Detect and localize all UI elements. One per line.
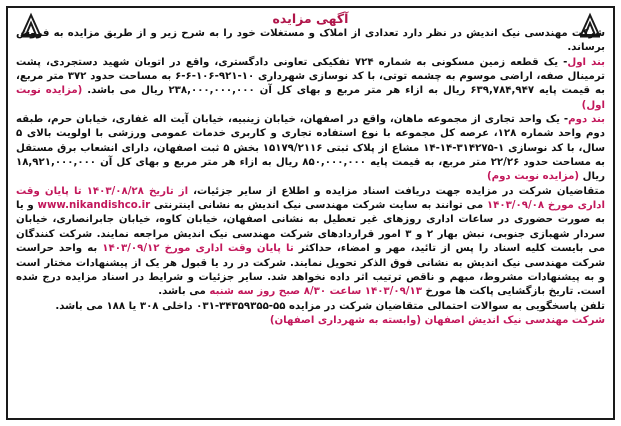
notice-title: آگهی مزایده xyxy=(272,11,349,26)
conditions-paragraph xyxy=(16,185,605,300)
item2-paragraph xyxy=(16,113,605,185)
phone-line: تلفن پاسخگویی به سوالات احتمالی متقاضیان شرکت در مزایده ۵۵-۳۴۳۵۹۳۵۵-۰۳۱ داخلی ۳۰۸ یا ۱۸۸ می باشد. xyxy=(55,300,605,312)
item2-label: بند دوم xyxy=(568,114,605,126)
item2-tag: (مزایده نوبت دوم) xyxy=(486,171,580,183)
signature-paragraph xyxy=(16,314,605,328)
phone-paragraph xyxy=(16,300,605,314)
conditions-text-b: می توانند به سایت شرکت مهندسی نیک اندیش به نشانی اینترنتی xyxy=(153,200,484,212)
item2-text: - یک واحد تجاری از مجموعه ماهان، واقع در اصفهان، خیابان زینبیه، خیابان آیت اله غفاری، خیابان حرم، طبقه دوم واحد شماره ۱۲۸، عرصه کل مجموعه با نوع استفاده تجاری و کاربری خدمات عمومی ورزشی با اولویت بالای ۵ سال، با کد نوسازی ۱-۳۱۴۲۷۵-۱۴-۱۴ مشاع از پلاک ثبتی ۱۵۱۷۹/۲۱۱۶ بخش ۵ ثبت اصفهان، دارای انشعاب برق مستقل به مساحت حدود ۲۲/۲۶ متر مربع، به قیمت پایه ۸۵۰,۰۰۰,۰۰۰ ریال به ازاء هر متر مربع و بهای کل آن ۱۸,۹۲۱,۰۰۰,۰۰۰ ریال xyxy=(16,114,606,183)
item1-paragraph xyxy=(16,56,605,113)
notice-frame xyxy=(6,6,615,420)
intro-paragraph xyxy=(16,27,605,56)
document-period: از تاریخ ۱۴۰۳/۰۸/۲۸ تا پایان وقت اداری مورخ ۱۴۰۳/۰۹/۰۸ xyxy=(16,185,605,212)
item1-text: - یک قطعه زمین مسکونی به شماره ۷۲۴ تفکیکی تعاونی دادگستری، واقع در اتوبان شهید دستجردی، پشت ترمینال صفه، اراضی موسوم به چشمه توتی، با کد نوسازی شهرداری ۱۰-۹۲۱-۱۰۶-۶-۶ به مساحت حدود ۳۷۲ متر مربع، به قیمت پایه ۶۳۹,۷۸۴,۹۴۷ ریال به ازاء هر متر مربع و بهای کل آن ۲۳۸,۰۰۰,۰۰۰,۰۰۰ ریال می باشد. xyxy=(16,56,606,97)
conditions-text-e: می باشد. xyxy=(158,286,206,298)
conditions-text-a: متقاضیان شرکت در مزایده جهت دریافت اسناد مزایده و اطلاع از سایر جزئیات، xyxy=(193,185,606,197)
item1-label: بند اول xyxy=(567,56,605,68)
submission-deadline: تا پایان وقت اداری مورخ ۱۴۰۳/۰۹/۱۲ xyxy=(102,243,294,255)
item1-tag: (مزایده نوبت اول) xyxy=(16,85,605,111)
conditions-text-c: و یا به صورت حضوری در ساعات اداری روزهای غیر تعطیل به نشانی اصفهان، خیابان کاوه، خیابان جابرانصاری، خیابان سردار شهبازی جنوبی، نبش بهار ۲ و ۳ امور قراردادهای شرکت مهندسی نیک اندیش مراجعه نمایند. شرکت کنندگان می بایست کلیه اسناد را پس از تائید، مهر و امضاء، حداکثر xyxy=(16,200,606,255)
opening-date: ۱۴۰۳/۰۹/۱۳ ساعت ۸/۳۰ صبح روز سه شنبه xyxy=(209,286,422,298)
intro-text: شرکت مهندسی نیک اندیش در نظر دارد تعدادی از املاک و مستغلات خود را به شرح زیر و از طریق مزایده به فروش برساند. xyxy=(16,28,605,54)
conditions-text-d: به واحد حراست شرکت مهندسی نیک اندیش به نشانی فوق الذکر تحویل نمایند. شرکت در رد یا قبول هر یک از پیشنهادات مختار است و به پیشنهادات مشروط، مبهم و ناقص ترتیب اثر داده نخواهد شد. سایر جزئیات و شرایط در اسناد مزایده درج شده است. تاریخ بازگشایی پاکت ها مورخ xyxy=(16,243,605,298)
company-signature: شرکت مهندسی نیک اندیش اصفهان (وابسته به شهرداری اصفهان) xyxy=(269,314,605,326)
notice-body xyxy=(16,27,605,328)
website-link[interactable]: www.nikandishco.ir xyxy=(37,200,151,212)
